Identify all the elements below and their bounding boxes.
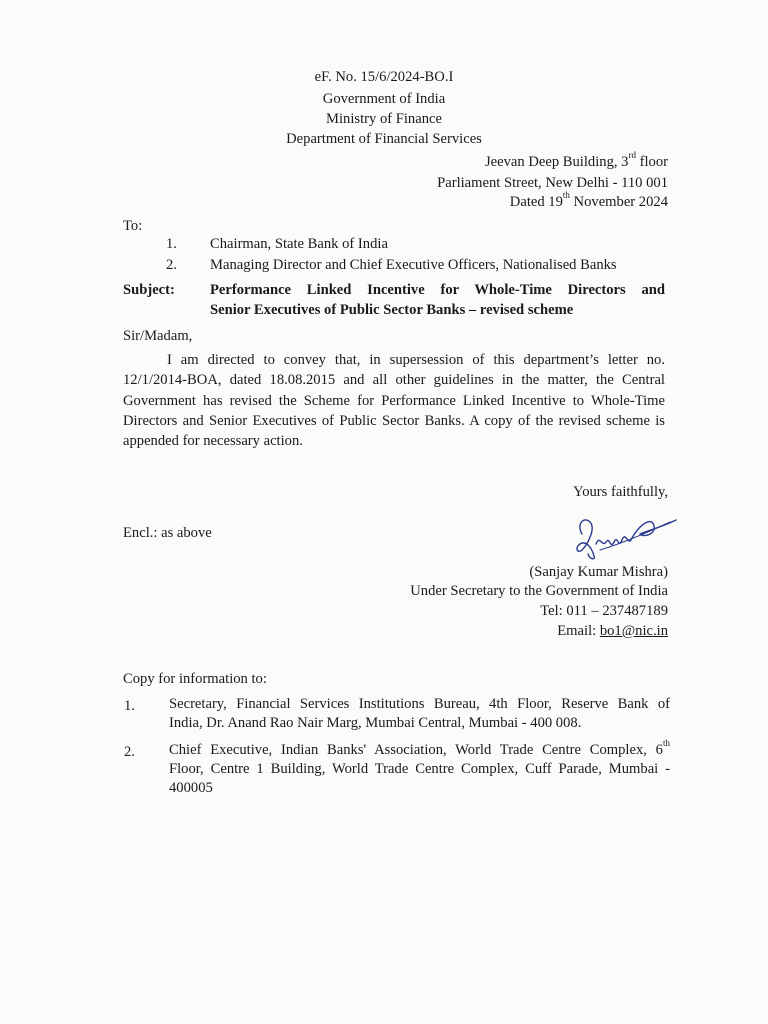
department-line: Department of Financial Services — [286, 131, 482, 147]
ministry-line: Ministry of Finance — [326, 111, 442, 127]
copy-2-line-2: Floor, Centre 1 Building, World Trade Centre Complex, Cuff Parade, Mumbai - — [169, 761, 670, 777]
recipient-1-number: 1. — [166, 236, 177, 252]
subject-line-2: Senior Executives of Public Sector Banks – revised scheme — [210, 302, 574, 318]
signatory-telephone: Tel: 011 – 237487189 — [540, 603, 668, 619]
government-line: Government of India — [322, 91, 446, 107]
copy-1-line-1: Secretary, Financial Services Institutions Bureau, 4th Floor, Reserve Bank of — [169, 696, 670, 712]
enclosure: Encl.: as above — [123, 525, 212, 541]
closing: Yours faithfully, — [573, 484, 668, 500]
subject-line-1: Performance Linked Incentive for Whole-Time Directors and — [210, 282, 665, 298]
signatory-designation: Under Secretary to the Government of India — [410, 583, 668, 599]
salutation: Sir/Madam, — [123, 328, 193, 344]
handwritten-signature — [570, 504, 680, 566]
file-number: eF. No. 15/6/2024-BO.I — [314, 69, 454, 85]
copy-1-number: 1. — [124, 698, 135, 714]
copy-2-line-3: 400005 — [169, 780, 213, 796]
copy-2-number: 2. — [124, 744, 135, 760]
email-link[interactable]: bo1@nic.in — [599, 623, 668, 639]
signatory-email: Email: bo1@nic.in — [557, 623, 668, 639]
subject-label: Subject: — [123, 282, 175, 298]
recipient-2-text: Managing Director and Chief Executive Officers, Nationalised Banks — [210, 257, 617, 273]
copy-2-line-1: Chief Executive, Indian Banks' Association, World Trade Centre Complex, 6th — [169, 738, 670, 758]
to-label: To: — [123, 218, 143, 234]
street-address: Parliament Street, New Delhi - 110 001 — [437, 175, 668, 191]
recipient-1-text: Chairman, State Bank of India — [210, 236, 388, 252]
signatory-name: (Sanjay Kumar Mishra) — [529, 564, 668, 580]
building-address: Jeevan Deep Building, 3rd floor — [484, 150, 668, 170]
letter-date: Dated 19th November 2024 — [509, 190, 668, 210]
body-paragraph: I am directed to convey that, in supersession of this department’s letter no. 12/1/2014-BOA, dated 18.08.2015 and all other guidelines in the matter, the Central Government has revised the Scheme for Performance Linked Incentive to Whole-Time Directors and Senior Executives of Public Sector Banks. A copy of the revised scheme is appended for necessary action. — [123, 352, 665, 450]
copy-label: Copy for information to: — [123, 671, 267, 687]
recipient-2-number: 2. — [166, 257, 177, 273]
copy-1-line-2: India, Dr. Anand Rao Nair Marg, Mumbai Central, Mumbai - 400 008. — [169, 715, 582, 731]
